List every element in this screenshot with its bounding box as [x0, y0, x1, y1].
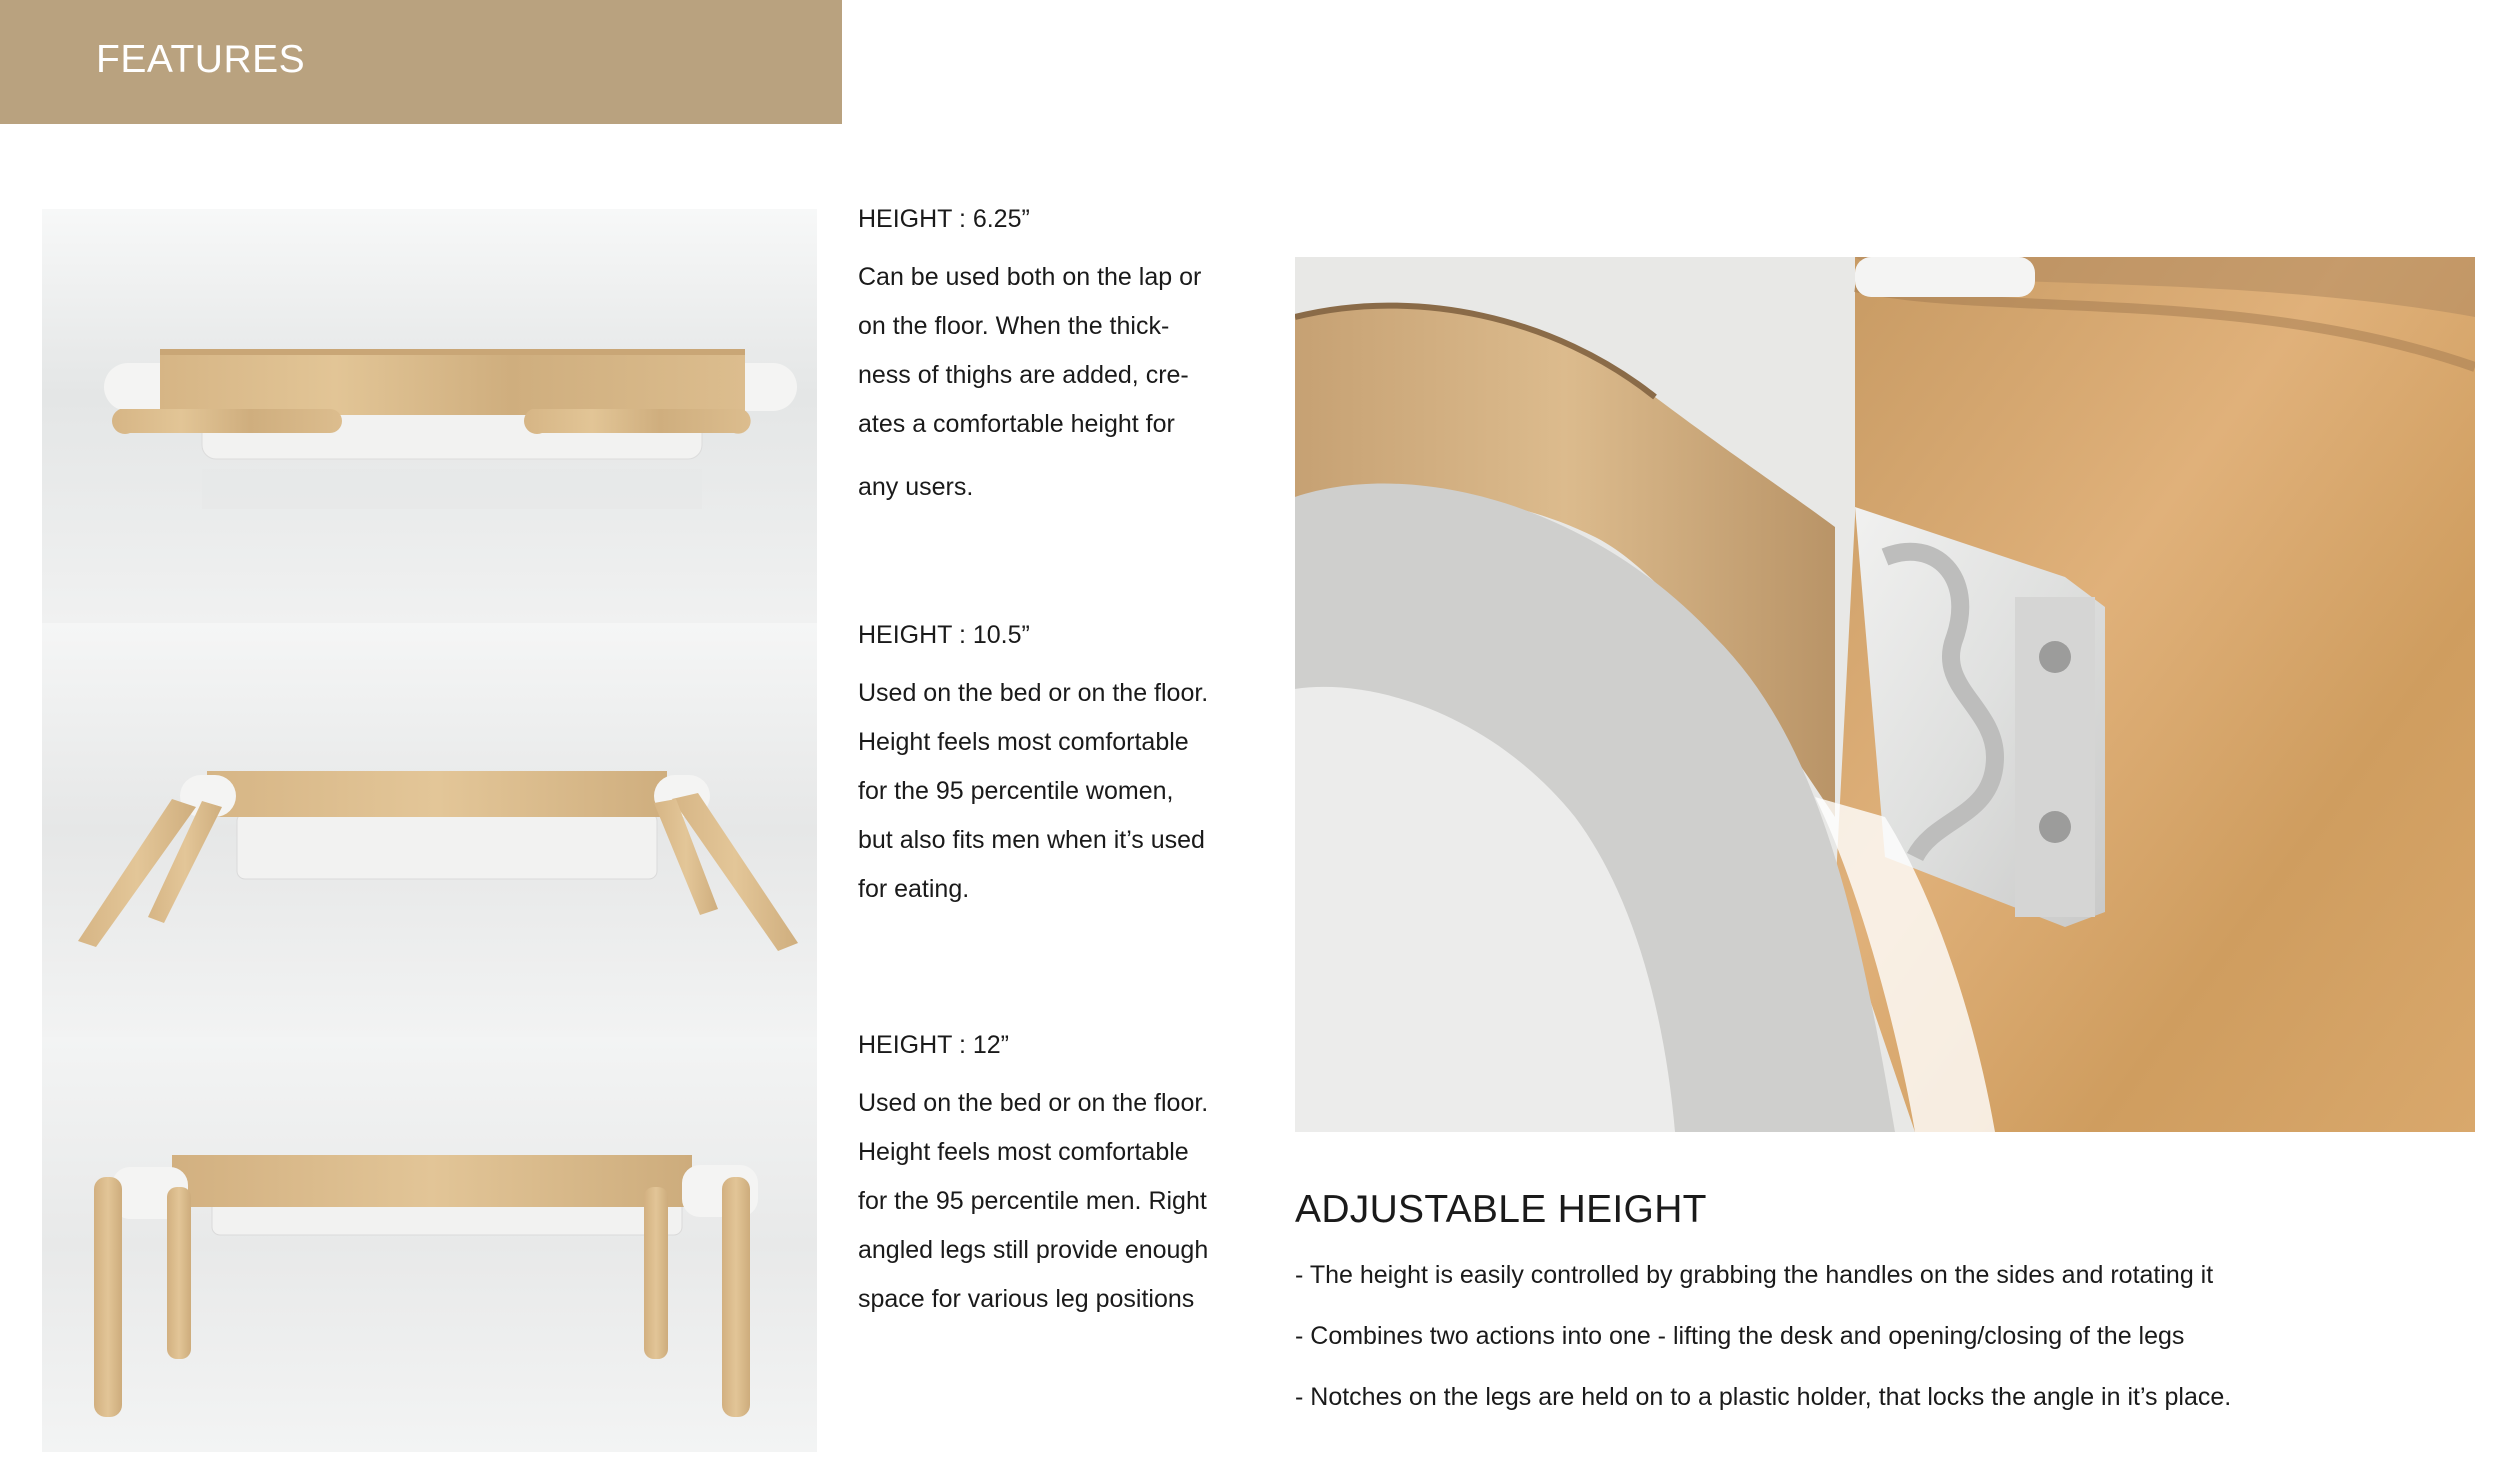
spec-line: any users. — [858, 473, 974, 501]
spec-heading: HEIGHT : 6.25” — [858, 205, 1030, 233]
feature-item: - Notches on the legs are held on to a plastic holder, that locks the angle in it’s place. — [1295, 1383, 2232, 1411]
desk-render-medium — [42, 623, 817, 1037]
spec-block-high — [858, 1030, 1218, 1324]
spec-heading: HEIGHT : 10.5” — [858, 621, 1030, 649]
hinge-detail-render — [1295, 257, 2475, 1132]
spec-line: space for various leg positions — [858, 1285, 1195, 1313]
feature-item: - The height is easily controlled by grabbing the handles on the sides and rotating it — [1295, 1261, 2214, 1289]
spec-body — [858, 253, 1218, 512]
spec-line: on the floor. When the thick- — [858, 312, 1170, 340]
spec-line: Height feels most comfortable — [858, 728, 1189, 756]
spec-line: for eating. — [858, 875, 970, 903]
spec-body — [858, 1079, 1218, 1324]
spec-line: Can be used both on the lap or — [858, 263, 1202, 291]
spec-body — [858, 669, 1218, 914]
spec-line: angled legs still provide enough — [858, 1236, 1209, 1264]
spec-block-medium — [858, 620, 1218, 914]
spec-line: ness of thighs are added, cre- — [858, 361, 1189, 389]
feature-title: ADJUSTABLE HEIGHT — [1295, 1188, 1707, 1231]
spec-line: Used on the bed or on the floor. — [858, 1089, 1209, 1117]
spec-block-low — [858, 204, 1218, 512]
desk-render-high — [42, 1037, 817, 1452]
spec-line: Used on the bed or on the floor. — [858, 679, 1209, 707]
feature-list — [1295, 1260, 2475, 1443]
spec-line: ates a comfortable height for — [858, 410, 1175, 438]
feature-item: - Combines two actions into one - lifting the desk and opening/closing of the legs — [1295, 1322, 2185, 1350]
spec-line: Height feels most comfortable — [858, 1138, 1189, 1166]
spec-line: for the 95 percentile men. Right — [858, 1187, 1207, 1215]
spec-heading: HEIGHT : 12” — [858, 1031, 1009, 1059]
section-title: FEATURES — [96, 38, 306, 81]
spec-line: but also fits men when it’s used — [858, 826, 1205, 854]
spec-line: for the 95 percentile women, — [858, 777, 1174, 805]
desk-render-low — [42, 209, 817, 623]
section-header — [0, 0, 842, 124]
